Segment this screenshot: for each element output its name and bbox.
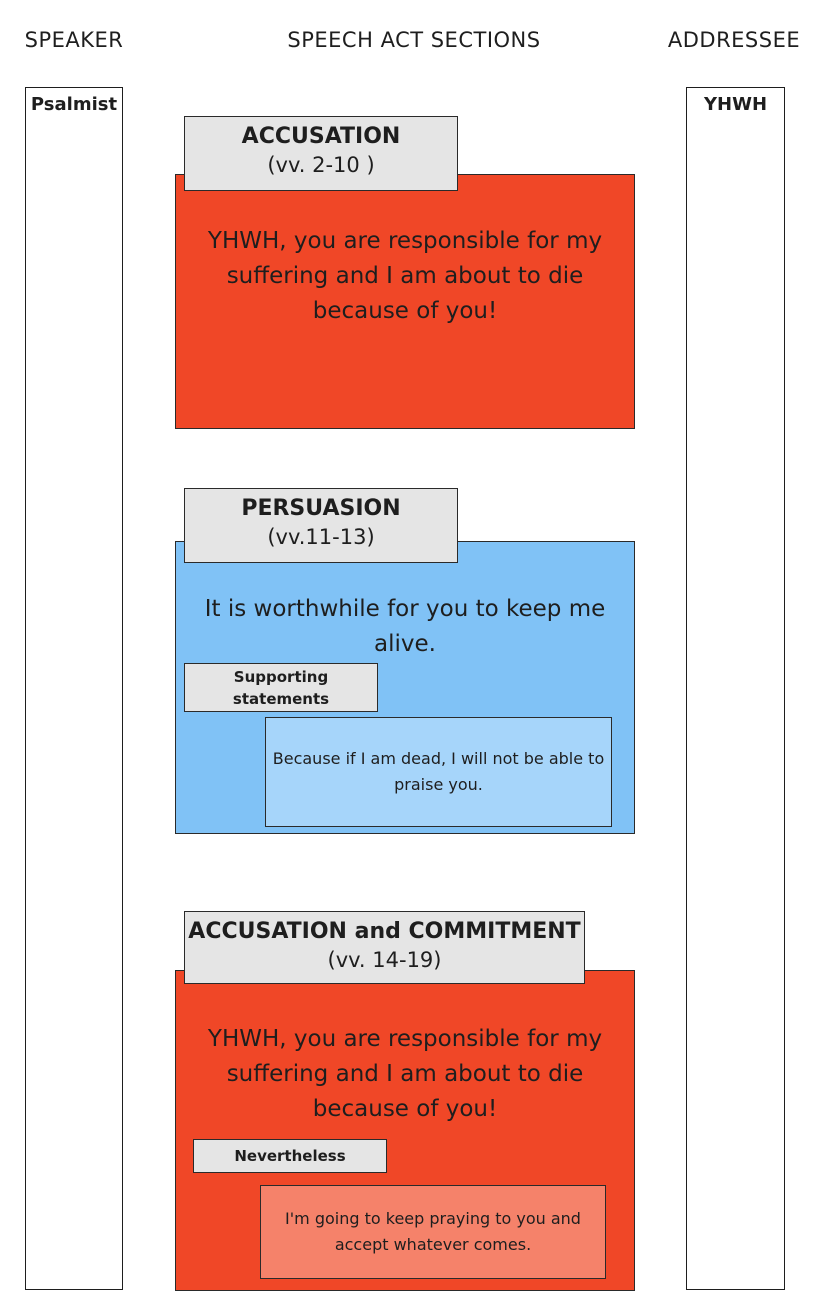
accusation-commitment-title-tab [184,911,585,984]
addressee-label: YHWH [703,94,768,115]
commitment-statement-box: I'm going to keep praying to you and accept whatever comes. [260,1185,606,1279]
persuasion-title: PERSUASION [241,496,401,521]
accusation-commitment-title: ACCUSATION and COMMITMENT [188,919,581,944]
speaker-lane [25,87,123,1290]
persuasion-statement: It is worthwhile for you to keep me alive. [204,596,606,657]
nevertheless-label: Nevertheless [193,1139,387,1173]
persuasion-verses: (vv.11-13) [267,525,375,549]
accusation-commitment-verses: (vv. 14-19) [327,948,442,972]
persuasion-title-tab [184,488,458,563]
accusation-title-tab [184,116,458,191]
accusation-statement: YHWH, you are responsible for my suffering and I am about to die because of you! [207,228,603,324]
addressee-header: ADDRESSEE [667,28,801,52]
speech-act-sections-header: SPEECH ACT SECTIONS [287,28,541,52]
supporting-statement-box: Because if I am dead, I will not be able to praise you. [265,717,612,827]
speaker-label: Psalmist [30,94,118,115]
speaker-header: SPEAKER [24,28,124,52]
accusation-verses: (vv. 2-10 ) [267,153,375,177]
supporting-statements-label: Supporting statements [184,663,378,712]
addressee-lane [686,87,785,1290]
accusation-title: ACCUSATION [241,124,401,149]
accusation-commitment-statement: YHWH, you are responsible for my suffering and I am about to die because of you! [207,1026,603,1122]
